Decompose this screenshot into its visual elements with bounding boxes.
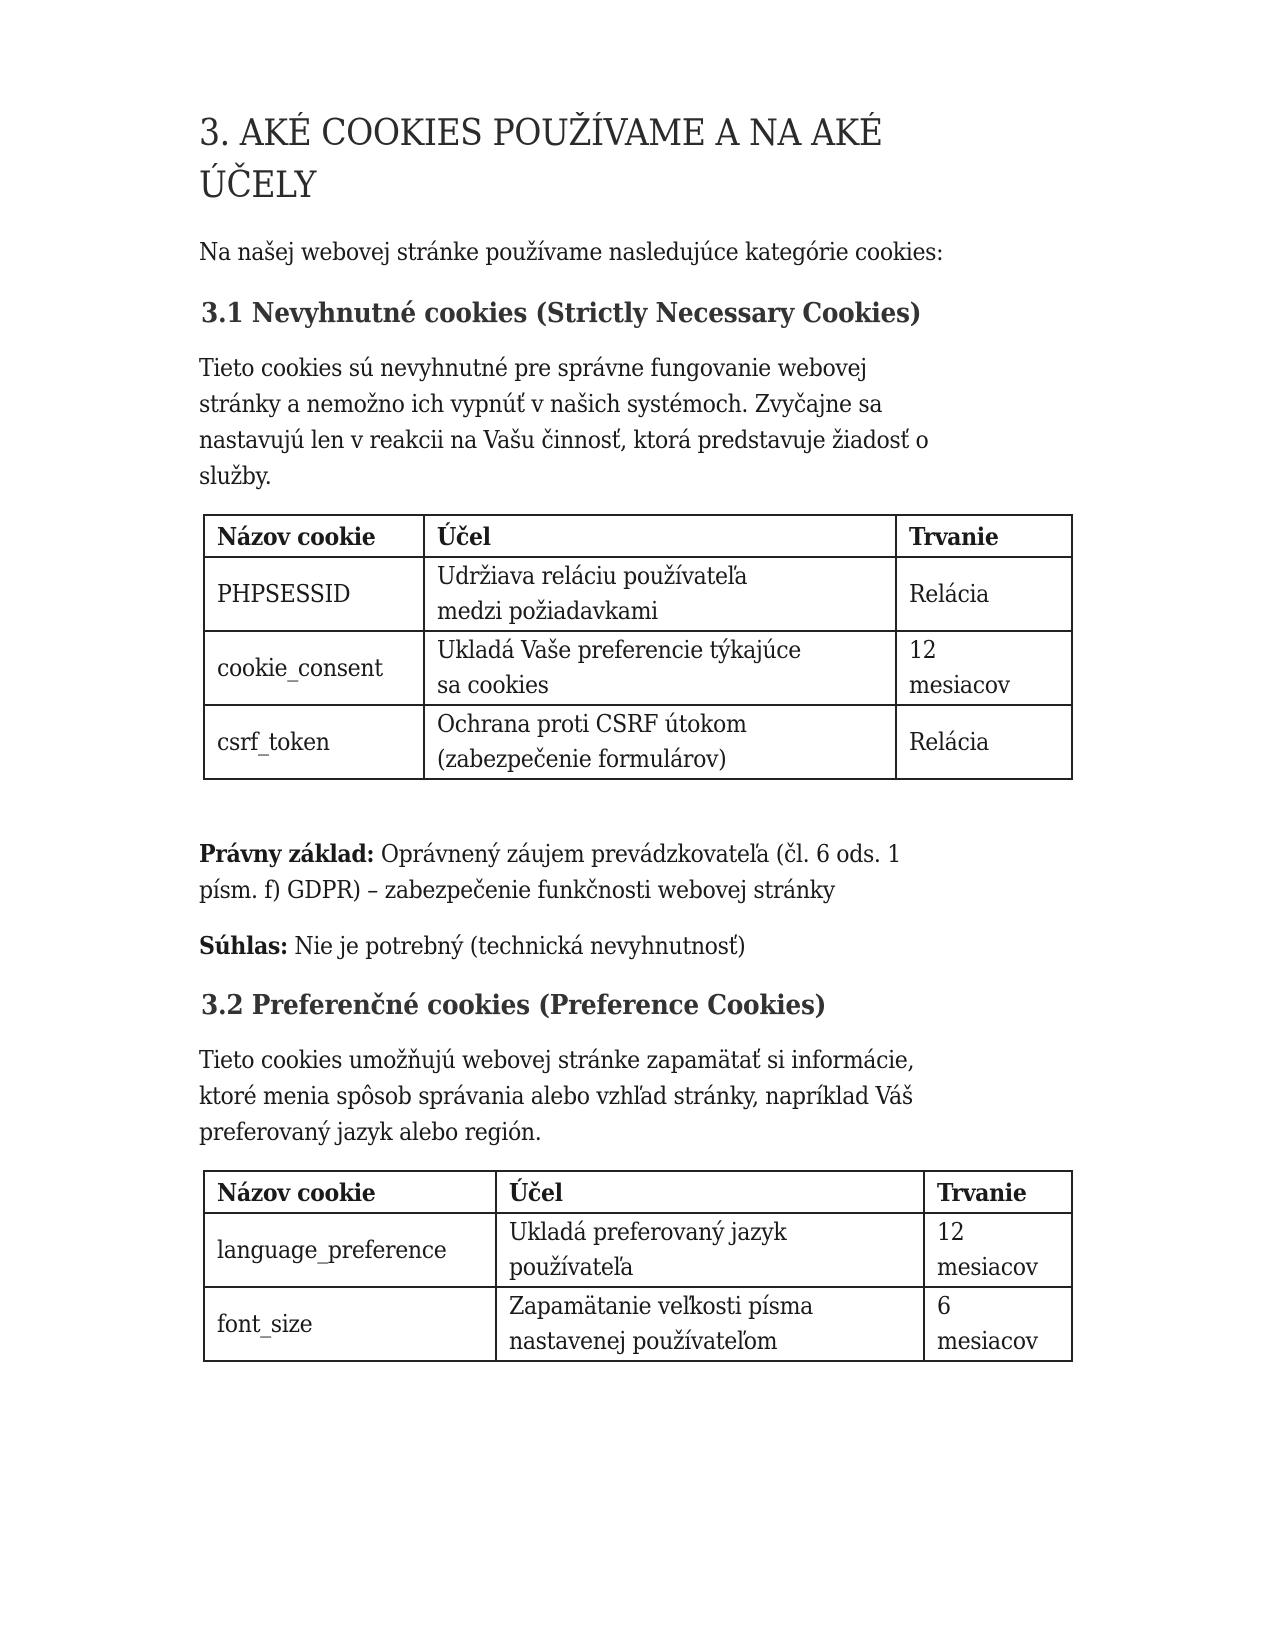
table-header-row	[204, 515, 1072, 557]
cookie-duration-cell: 12 mesiacov	[896, 631, 1072, 705]
cookie-duration-cell: 6 mesiacov	[924, 1287, 1072, 1361]
column-header-name: Názov cookie	[204, 1171, 496, 1213]
legal-basis-label: Právny základ:	[199, 839, 375, 868]
section-heading-necessary: 3.1 Nevyhnutné cookies (Strictly Necessary Cookies)	[201, 298, 922, 329]
section-heading-preference: 3.2 Preferenčné cookies (Preference Cookies)	[201, 990, 827, 1021]
table-row	[204, 705, 1072, 779]
cookie-name-cell: font_size	[204, 1287, 496, 1361]
column-header-purpose: Účel	[424, 515, 896, 557]
column-header-duration: Trvanie	[924, 1171, 1072, 1213]
table-row	[204, 1213, 1072, 1287]
cookie-purpose-cell: Ukladá preferovaný jazyk používateľa	[496, 1213, 924, 1287]
cookie-name-cell: cookie_consent	[204, 631, 424, 705]
table-row	[204, 557, 1072, 631]
cookie-name-cell: language_preference	[204, 1213, 496, 1287]
preference-cookies-table	[203, 1170, 1073, 1362]
cookie-duration-cell: Relácia	[896, 705, 1072, 779]
table-row	[204, 631, 1072, 705]
table-row	[204, 1287, 1072, 1361]
cookie-name-cell: csrf_token	[204, 705, 424, 779]
section-description-necessary: Tieto cookies sú nevyhnutné pre správne fungovanie webovej stránky a nemožno ich vypnúť v našich systémoch. Zvyčajne sa nastavujú len v reakcii na Vašu činnosť, ktorá predstavuje žiadosť o služby.	[199, 354, 929, 490]
cookie-duration-cell: 12 mesiacov	[924, 1213, 1072, 1287]
table-header-row	[204, 1171, 1072, 1213]
column-header-duration: Trvanie	[896, 515, 1072, 557]
cookie-purpose-cell: Ochrana proti CSRF útokom (zabezpečenie formulárov)	[424, 705, 896, 779]
column-header-purpose: Účel	[496, 1171, 924, 1213]
consent-paragraph: Súhlas: Nie je potrebný (technická nevyhnutnosť)	[199, 931, 746, 960]
column-header-name: Názov cookie	[204, 515, 424, 557]
necessary-cookies-table	[203, 514, 1073, 780]
cookie-purpose-cell: Zapamätanie veľkosti písma nastavenej používateľom	[496, 1287, 924, 1361]
intro-text: Na našej webovej stránke používame nasledujúce kategórie cookies:	[199, 238, 944, 266]
cookie-purpose-cell: Ukladá Vaše preferencie týkajúce sa cookies	[424, 631, 896, 705]
section-description-preference: Tieto cookies umožňujú webovej stránke zapamätať si informácie, ktoré menia spôsob správania alebo vzhľad stránky, napríklad Váš preferovaný jazyk alebo región.	[199, 1046, 915, 1146]
cookie-purpose-cell: Udržiava reláciu používateľa medzi požiadavkami	[424, 557, 896, 631]
page-title: 3. AKÉ COOKIES POUŽÍVAME A NA AKÉ ÚČELY	[199, 113, 883, 206]
cookie-name-cell: PHPSESSID	[204, 557, 424, 631]
legal-basis-paragraph: Právny základ: Oprávnený záujem prevádzkovateľa (čl. 6 ods. 1 písm. f) GDPR) – zabezpečenie funkčnosti webovej stránky	[199, 839, 901, 904]
cookie-duration-cell: Relácia	[896, 557, 1072, 631]
consent-label: Súhlas:	[199, 931, 288, 960]
document-page	[199, 108, 1079, 1362]
